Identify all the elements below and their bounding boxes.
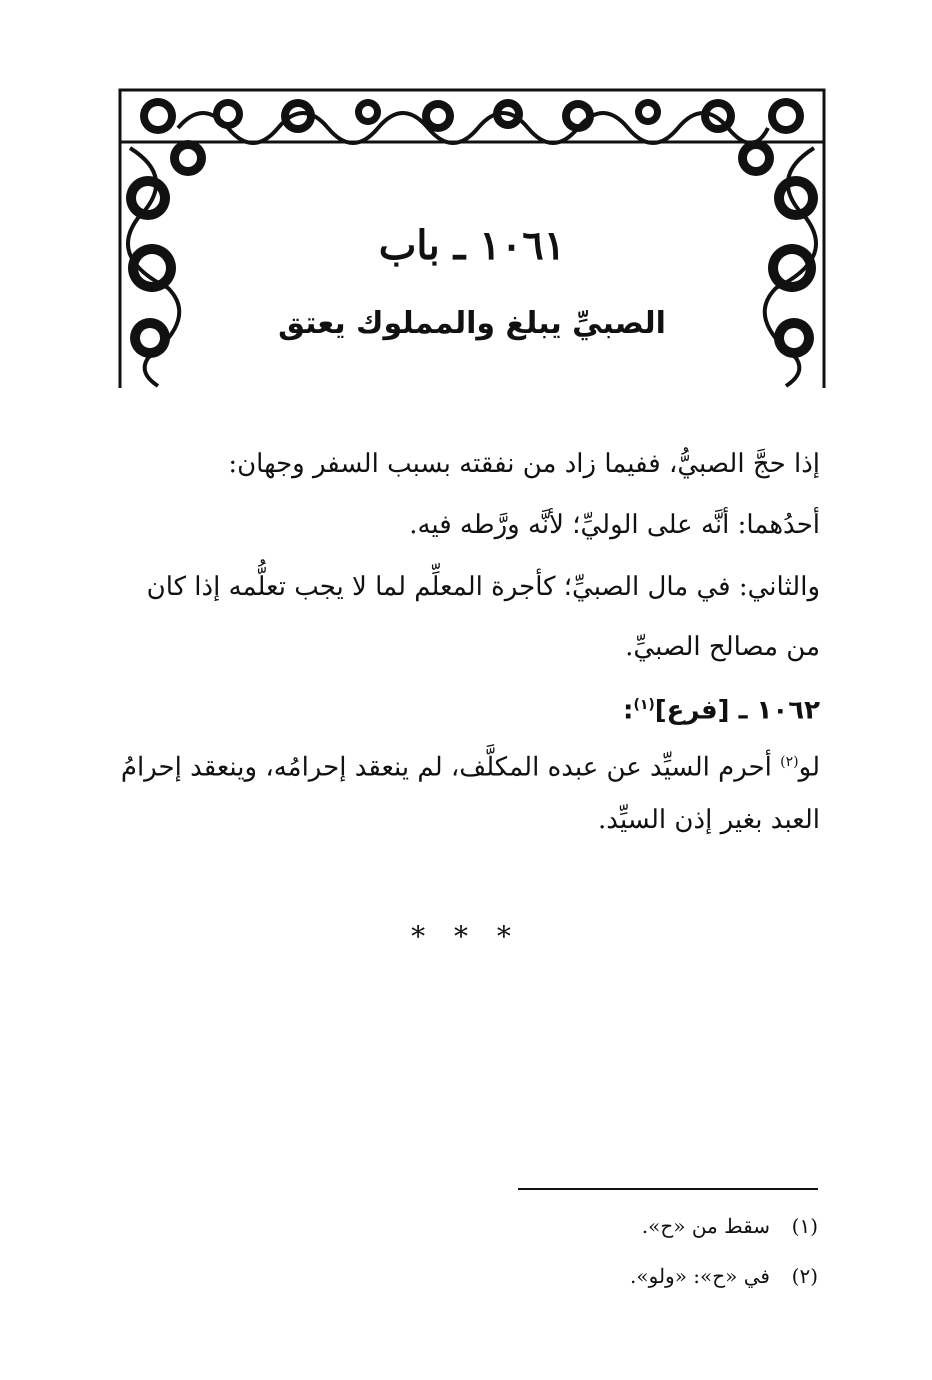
branch-label: ١٠٦٢ ـ [فرع] (654, 695, 820, 726)
footnote-1 (642, 1212, 818, 1240)
paragraph-1: إذا حجَّ الصبيُّ، ففيما زاد من نفقته بسبب السفر وجهان: (228, 449, 820, 479)
section-separator: * * * (411, 920, 521, 953)
footnote-2-text: في «ح»: «ولو». (630, 1264, 770, 1288)
footnote-divider (518, 1188, 818, 1190)
footnote-2-number: (٢) (791, 1264, 818, 1288)
footnote-ref-1: (١) (633, 697, 655, 713)
paragraph-4-start: لو (798, 752, 820, 783)
paragraph-3-line-1: والثاني: في مال الصبيِّ؛ كأجرة المعلِّم لما لا يجب تعلُّمه إذا كان (146, 572, 820, 602)
paragraph-4-rest: أحرم السيِّد عن عبده المكلَّف، لم ينعقد إحرامُه، وينعقد إحرامُ (120, 752, 781, 783)
chapter-title: الصبيِّ يبلغ والمملوك يعتق (278, 306, 666, 341)
footnote-2 (630, 1262, 818, 1290)
branch-heading (623, 688, 820, 728)
branch-colon: : (623, 695, 634, 726)
paragraph-4-line-1 (112, 745, 820, 785)
footnote-1-number: (١) (791, 1214, 818, 1238)
footnote-1-text: سقط من «ح». (641, 1214, 770, 1238)
paragraph-3-line-2: من مصالح الصبيِّ. (625, 632, 820, 662)
footnote-ref-2: (٢) (780, 754, 799, 770)
paragraph-2: أحدُهما: أنَّه على الوليِّ؛ لأنَّه ورَّطه فيه. (409, 510, 820, 540)
paragraph-4-line-2: العبد بغير إذن السيِّد. (598, 805, 820, 835)
chapter-number: ١٠٦١ ـ باب (378, 222, 566, 269)
